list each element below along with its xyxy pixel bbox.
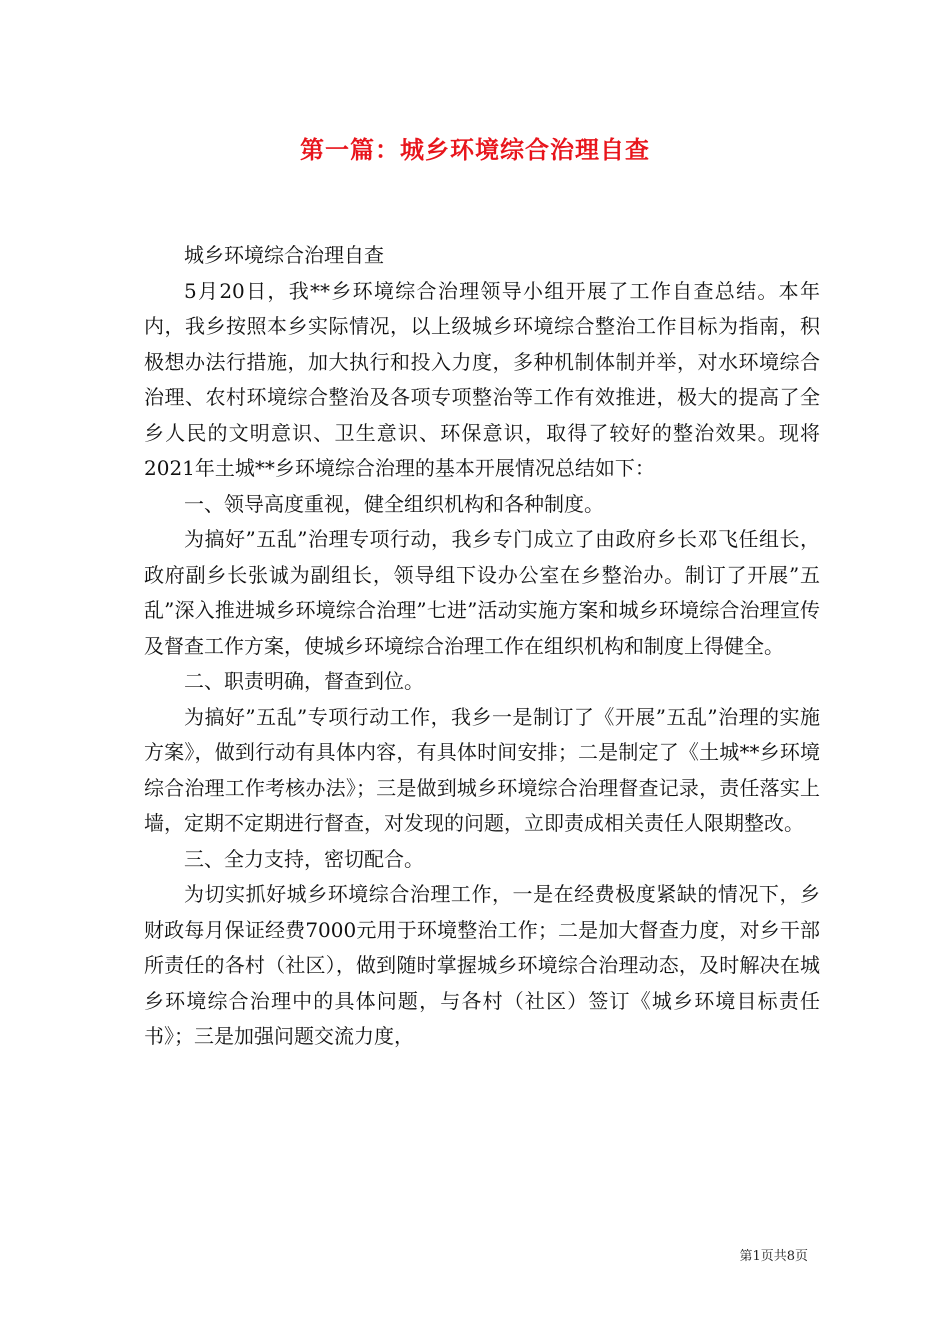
paragraph-section-3: 为切实抓好城乡环境综合治理工作，一是在经费极度紧缺的情况下，乡财政每月保证经费7000元用于环境整治工作；二是加大督查力度，对乡干部所责任的各村（社区），做到随时掌握城乡环境综合治理动态，及时解决在城乡环境综合治理中的具体问题，与各村（社区）签订《城乡环境目标责任书》；三是加强问题交流力度， (144, 882, 820, 1048)
paragraph-section-2: 为搞好”五乱”专项行动工作，我乡一是制订了《开展”五乱”治理的实施方案》，做到行动有具体内容，有具体时间安排；二是制定了《土城**乡环境综合治理工作考核办法》；三是做到城乡环境综合治理督查记录，责任落实上墙，定期不定期进行督查，对发现的问题，立即责成相关责任人限期整改。 (144, 704, 820, 835)
page-number-footer: 第1页共8页 (739, 1249, 808, 1264)
section-heading-3: 三、全力支持，密切配合。 (184, 846, 424, 871)
section-heading-2: 二、职责明确，督查到位。 (184, 669, 424, 693)
paragraph-section-1: 为搞好”五乱”治理专项行动，我乡专门成立了由政府乡长邓飞任组长，政府副乡长张诚为副组长，领导组下设办公室在乡整治办。制订了开展”五乱”深入推进城乡环境综合治理”七进”活动实施方案和城乡环境综合治理宣传及督查工作方案，使城乡环境综合治理工作在组织机构和制度上得健全。 (144, 527, 820, 658)
paragraph-subtitle: 城乡环境综合治理自查 (184, 243, 384, 267)
document-title: 第一篇：城乡环境综合治理自查 (300, 135, 650, 164)
section-heading-1: 一、领导高度重视，健全组织机构和各种制度。 (184, 491, 604, 516)
document-body (144, 238, 820, 1055)
paragraph-intro: 5月20日，我**乡环境综合治理领导小组开展了工作自查总结。本年内，我乡按照本乡实际情况，以上级城乡环境综合整治工作目标为指南，积极想办法行措施，加大执行和投入力度，多种机制体制并举，对水环境综合治理、农村环境综合整治及各项专项整治等工作有效推进，极大的提高了全乡人民的文明意识、卫生意识、环保意识，取得了较好的整治效果。现将2021年土城**乡环境综合治理的基本开展情况总结如下： (144, 278, 820, 480)
